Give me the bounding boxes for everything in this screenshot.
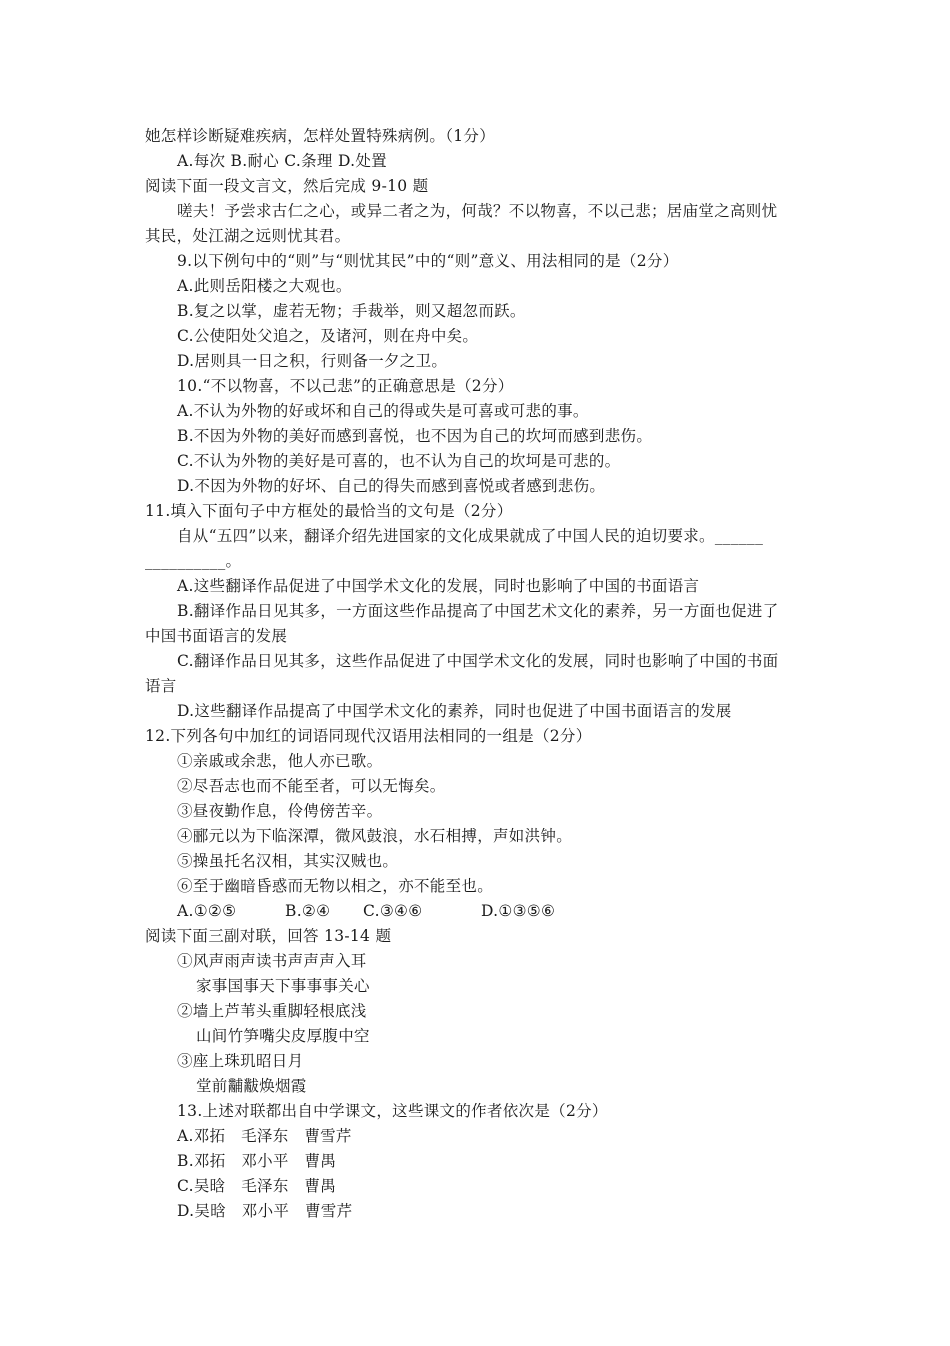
q9-option-a: A.此则岳阳楼之大观也。: [177, 277, 352, 295]
q10-option-a: A.不认为外物的好或坏和自己的得或失是可喜或可悲的事。: [177, 402, 589, 420]
q10-option-c: C.不认为外物的美好是可喜的，也不认为自己的坎坷是可悲的。: [177, 452, 621, 470]
q12-option-c: C.③④⑥: [363, 902, 423, 920]
q13-option-b: B.邓拓 邓小平 曹禺: [177, 1152, 337, 1170]
q12-sentence-4: ④郦元以为下临深潭，微风鼓浪，水石相搏，声如洪钟。: [177, 827, 573, 845]
q9-option-c: C.公使阳处父追之，及诸河，则在舟中矣。: [177, 327, 479, 345]
couplet-1-upper: ①风声雨声读书声声声入耳: [177, 952, 367, 970]
q12-sentence-3: ③昼夜勤作息，伶俜傍苦辛。: [177, 802, 383, 820]
q10-option-b: B.不因为外物的美好而感到喜悦，也不因为自己的坎坷而感到悲伤。: [177, 427, 653, 445]
question-10: 10.“不以物喜，不以己悲”的正确意思是（2分）: [177, 377, 514, 395]
q11-option-c-cont: 语言: [145, 677, 177, 695]
q11-sentence-blank: __________。: [145, 552, 242, 570]
question-11: 11.填入下面句子中方框处的最恰当的文句是（2分）: [145, 502, 513, 520]
couplet-2-upper: ②墙上芦苇头重脚轻根底浅: [177, 1002, 367, 1020]
text-line: 她怎样诊断疑难疾病，怎样处置特殊病例。（1分）: [145, 127, 496, 145]
q12-sentence-5: ⑤操虽托名汉相，其实汉贼也。: [177, 852, 399, 870]
reading-instruction: 阅读下面一段文言文，然后完成 9-10 题: [145, 177, 429, 195]
q11-option-b: B.翻译作品日见其多，一方面这些作品提高了中国艺术文化的素养，另一方面也促进了: [177, 602, 779, 620]
q10-option-d: D.不因为外物的好坏、自己的得失而感到喜悦或者感到悲伤。: [177, 477, 606, 495]
couplet-2-lower: 山间竹笋嘴尖皮厚腹中空: [196, 1027, 370, 1045]
couplet-3-lower: 堂前黼黻焕烟霞: [196, 1077, 307, 1095]
question-12: 12.下列各句中加红的词语同现代汉语用法相同的一组是（2分）: [145, 727, 592, 745]
q8-options: A.每次 B.耐心 C.条理 D.处置: [177, 152, 387, 170]
q13-option-c: C.吴晗 毛泽东 曹禺: [177, 1177, 337, 1195]
q9-option-b: B.复之以掌，虚若无物；手裁举，则又超忽而跃。: [177, 302, 526, 320]
reading-instruction: 阅读下面三副对联，回答 13-14 题: [145, 927, 392, 945]
q12-sentence-6: ⑥至于幽暗昏惑而无物以相之，亦不能至也。: [177, 877, 494, 895]
q13-option-a: A.邓拓 毛泽东 曹雪芹: [177, 1127, 352, 1145]
q12-option-b: B.②④: [285, 902, 331, 920]
q13-option-d: D.吴晗 邓小平 曹雪芹: [177, 1202, 353, 1220]
q11-sentence: 自从“五四”以来，翻译介绍先进国家的文化成果就成了中国人民的迫切要求。______: [177, 527, 764, 545]
q12-sentence-1: ①亲戚或余悲，他人亦已歌。: [177, 752, 383, 770]
q11-option-b-cont: 中国书面语言的发展: [145, 627, 288, 645]
couplet-3-upper: ③座上珠玑昭日月: [177, 1052, 304, 1070]
q11-option-d: D.这些翻译作品提高了中国学术文化的素养，同时也促进了中国书面语言的发展: [177, 702, 732, 720]
passage-line: 其民，处江湖之远则忧其君。: [145, 227, 351, 245]
passage-line: 嗟夫！予尝求古仁之心，或异二者之为，何哉？不以物喜，不以己悲；居庙堂之高则忧: [177, 202, 778, 220]
q12-sentence-2: ②尽吾志也而不能至者，可以无悔矣。: [177, 777, 446, 795]
question-13: 13.上述对联都出自中学课文，这些课文的作者依次是（2分）: [177, 1102, 608, 1120]
q9-option-d: D.居则具一日之积，行则备一夕之卫。: [177, 352, 448, 370]
q11-option-c: C.翻译作品日见其多，这些作品促进了中国学术文化的发展，同时也影响了中国的书面: [177, 652, 779, 670]
couplet-1-lower: 家事国事天下事事事关心: [196, 977, 370, 995]
q11-option-a: A.这些翻译作品促进了中国学术文化的发展，同时也影响了中国的书面语言: [177, 577, 700, 595]
q12-options: [177, 901, 555, 921]
q12-option-a: A.①②⑤: [177, 902, 237, 920]
q12-option-d: D.①③⑤⑥: [481, 902, 556, 920]
question-9: 9.以下例句中的“则”与“则忧其民”中的“则”意义、用法相同的是（2分）: [177, 252, 679, 270]
